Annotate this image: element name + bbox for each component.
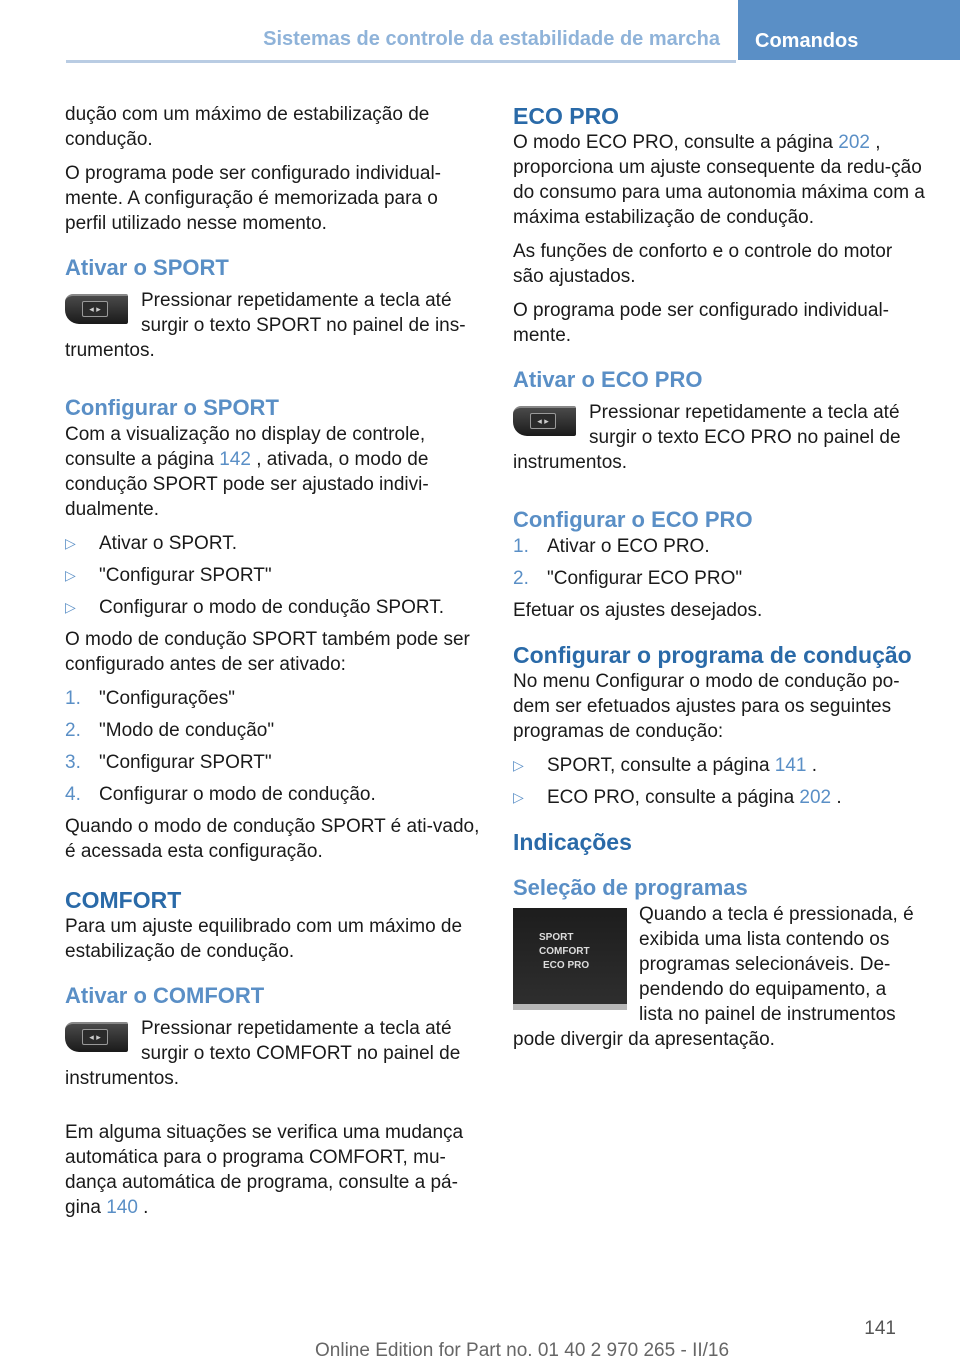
paragraph: Efetuar os ajustes desejados. [513,600,763,621]
list-item: ▷ SPORT, consulte a página 141 . [513,755,818,776]
list-item: ▷ ECO PRO, consulte a página 202 . [513,787,842,808]
paragraph: Pressionar repetidamente a tecla até surgir o texto COMFORT no painel de instrumentos. [65,1018,461,1089]
heading-program-selection: Seleção de programas [513,875,748,900]
list-item: 2. "Modo de condução" [65,720,275,741]
paragraph: Pressionar repetidamente a tecla até surgir o texto ECO PRO no painel de instrumentos. [513,402,901,473]
left-column [65,102,480,1229]
right-column [513,102,925,1061]
page-header [0,0,960,62]
numbered-list [513,534,925,591]
triangle-right-icon: ▷ [513,789,524,805]
bullet-list [65,531,480,620]
page-link[interactable]: 202 [799,787,832,808]
list-item: ▷ Configurar o modo de condução SPORT. [65,597,445,618]
paragraph: Para um ajuste equilibrado com um máximo de estabilização de condução. [65,916,463,962]
heading-activate-sport: Ativar o SPORT [65,255,229,280]
driving-mode-switch-icon: ◂ ▸ [65,1018,128,1056]
program-list-display-image: SPORT COMFORT ECO PRO [513,908,627,1010]
chapter-tab: Comandos [738,0,960,60]
list-item: 1. "Configurações" [65,688,236,709]
heading-comfort: COMFORT [65,887,182,913]
triangle-right-icon: ▷ [65,567,76,583]
driving-mode-switch-icon: ◂ ▸ [513,402,576,440]
list-item: 3. "Configurar SPORT" [65,752,272,773]
page-link[interactable]: 142 [219,449,251,470]
page-link[interactable]: 140 [106,1197,138,1218]
paragraph: dução com um máximo de estabilização de condução. [65,104,430,150]
page-footer [0,1318,960,1362]
bullet-list [513,753,925,810]
section-title: Sistemas de controle da estabilidade de marcha [263,28,720,50]
header-rule [66,60,736,63]
paragraph: Quando a tecla é pressionada, é exibida uma lista contendo os programas selecionáveis. De‐pendendo do equipamento, a lista no painel de instrumentos pode divergir da apresentação. [513,904,914,1050]
heading-eco-pro: ECO PRO [513,103,620,129]
page-number: 141 [864,1318,896,1339]
list-item: 1. Ativar o ECO PRO. [513,536,710,557]
paragraph: Em alguma situações se verifica uma mudança automática para o programa COMFORT, mu‐dança automática de programa, consulte a pá‐gina 140 . [65,1122,464,1218]
paragraph: O programa pode ser configurado individual‐mente. A configuração é memorizada para o perfil utilizado nesse momento. [65,163,441,234]
paragraph: O modo de condução SPORT também pode ser configurado antes de ser ativado: [65,629,470,675]
paragraph: O modo ECO PRO, consulte a página 202 , proporciona um ajuste consequente da redu‐ção do consumo para uma autonomia máxima com a máxima estabilização de condução. [513,132,925,228]
triangle-right-icon: ▷ [513,757,524,773]
paragraph: No menu Configurar o modo de condução po‐dem ser efetuados ajustes para os seguintes programas de condução: [513,671,900,742]
paragraph: Pressionar repetidamente a tecla até surgir o texto SPORT no painel de ins‐trumentos. [65,290,466,361]
paragraph: As funções de conforto e o controle do motor são ajustados. [513,241,893,287]
numbered-list [65,686,480,807]
triangle-right-icon: ▷ [65,535,76,551]
edition-text: Online Edition for Part no. 01 40 2 970 265 - II/16 [315,1340,730,1361]
heading-configure-sport: Configurar o SPORT [65,395,279,420]
heading-activate-eco-pro: Ativar o ECO PRO [513,367,703,392]
heading-notes: Indicações [513,829,632,855]
paragraph: O programa pode ser configurado individual‐mente. [513,300,889,346]
paragraph: Quando o modo de condução SPORT é ati‐vado, é acessada esta configuração. [65,816,480,862]
page-link[interactable]: 141 [774,755,807,776]
heading-configure-eco-pro: Configurar o ECO PRO [513,507,753,532]
list-item: 4. Configurar o modo de condução. [65,784,376,805]
heading-activate-comfort: Ativar o COMFORT [65,983,265,1008]
list-item: ▷ "Configurar SPORT" [65,565,272,586]
triangle-right-icon: ▷ [65,599,76,615]
list-item: 2. "Configurar ECO PRO" [513,568,743,589]
list-item: ▷ Ativar o SPORT. [65,533,237,554]
driving-mode-switch-icon: ◂ ▸ [65,290,128,328]
page-link[interactable]: 202 [838,132,870,153]
heading-configure-program: Configurar o programa de condução [513,642,912,668]
paragraph: Com a visualização no display de controle, consulte a página 142 , ativada, o modo de condução SPORT pode ser ajustado indivi‐dualmente. [65,424,429,520]
